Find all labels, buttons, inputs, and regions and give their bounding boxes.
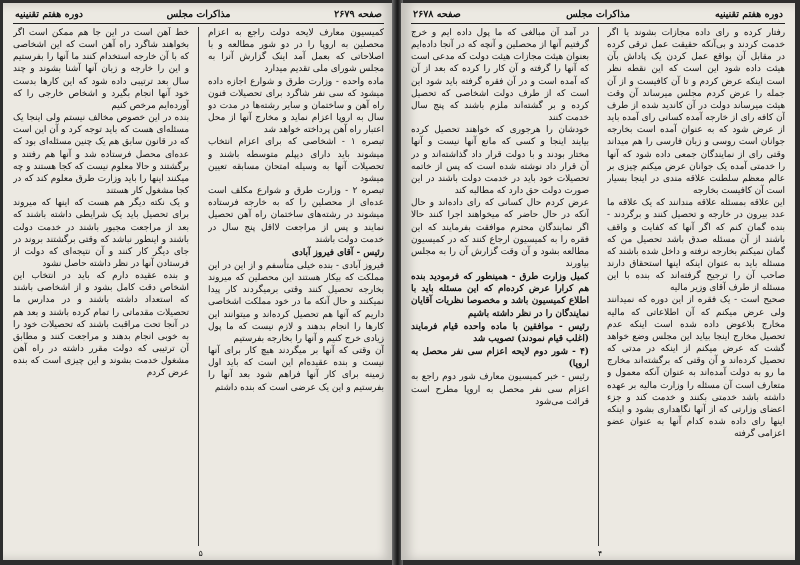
paragraph: تبصره ۲ - وزارت طرق و شوارع مکلف است عده‌ای از محصلین را که به خارجه فرستاده میشوند در رشته‌های ساختمان راه آهن تحصیل نمایند و پس از مراجعت لااقل پنج سال در خدمت دولت باشند bbox=[208, 186, 384, 245]
left-page bbox=[3, 3, 394, 560]
header-page-number: صفحه ۲۶۷۹ bbox=[334, 9, 382, 20]
paragraph: و بنده عقیده دارم که باید در انتخاب این اشخاص دقت کامل بشود و از اشخاصی باشند که استعداد داشته باشند و در مدارس ما تحصیلات مقدماتی را تمام کرده باشند و بعد هم در آنجا تحت مراقبت باشند که تحصیلات خود را به خوبی انجام بدهند و مراجعت کنند و مطابق آن ترتیبی که دولت مقرر داشته در راه آهن مشغول خدمت بشوند و این چیزی است که بنده عرض کردم bbox=[13, 271, 189, 379]
header-title: مذاکرات مجلس bbox=[566, 9, 630, 20]
paragraph: رئیس - خبر کمیسیون معارف شور دوم راجع به اعزام سی نفر محصل به اروپا مطرح است قرائت می‌شود bbox=[411, 372, 589, 407]
footer-page-number: ۴ bbox=[598, 549, 603, 558]
paragraph: صحیح است - یک فقره از این دوره که نمیدانند ولی عرض میکنم که آن اطلاعاتی که مالیه مخارج بلاعوض داده شده است اینکه عدم تحصیل مخارج اینجا بیاید این مجلس وضع خواهد گشت که عرض میکنم از اینکه در مدتی که تحصیل کرده‌اند و آن وقتی که برگشته‌اند مخارج ما رو به دولت آمده‌اند به عنوان آنکه معمول و متعارف است آن مسئله را وزارت مالیه بر عهده داشته باشد خدمتی بکنند و خدمت کند و جزء اعضای وزارتی که از آنها نگاهداری بشود و اینکه اینها رای داده شده کدام آنها به عنوان عضو اعزامی گرفته bbox=[607, 295, 785, 440]
paragraph: خط آهن است در این جا هم ممکن است اگر بخواهند شاگرد راه آهن است که این اشخاصی که با آن خارجه استخدام کنند ما آنها را بفرستیم و این را خارجه و زبان آنها آشنا بشوند و چند سال بعد ترتیبی داده شود که این کارها بدست خود آنها انجام بگیرد و اشخاص خارجی را که آورده‌ایم مرخص کنیم bbox=[13, 28, 189, 111]
paragraph: آن وقتی که آنها بر میگردند هیچ کار برای آنها نیست و بنده عقیده‌ام این است که باید اول زمینه برای کار آنها فراهم شود بعد آنها را بفرستیم و این یک عرضی است که بنده داشتم bbox=[208, 346, 384, 393]
column-divider bbox=[198, 27, 199, 546]
vote-line: رئیس - موافقین با ماده واحده قیام فرمایند (اغلب قیام نمودند) تصویب شد bbox=[411, 321, 589, 344]
paragraph: در آمد آن مبالغی که ما پول داده ایم و خرج گرفتیم آنها از محصلین و آنچه که در آنجا داده‌ایم بعنوان هیئت مجازات هیئت دولت که مدعی است که آنها را گرفته و آن کار را کرده که بعد از آن که آمده است و در آن فقره گرفته باید شود این است که از طرف دولت اشخاصی که تحصیل کرده و بر گشته‌اند ملزم باشند که پنج سال خدمت کنند bbox=[411, 28, 589, 124]
left-page-left-column bbox=[13, 27, 189, 546]
paragraph: تبصره ۱ - اشخاصی که برای اعزام انتخاب میشوند باید دارای دیپلم متوسطه باشند و تحصیلات آنها به وسیله امتحان مسابقه تعیین میشود bbox=[208, 137, 384, 184]
left-page-header bbox=[13, 8, 384, 24]
agenda-heading: (۴ - شور دوم لایحه اعزام سی نفر محصل به اروپا) bbox=[411, 347, 589, 370]
paragraph: ماده واحده - وزارت طرق و شوارع اجازه داده میشود که سی نفر شاگرد برای تحصیلات فنون راه آهن و ساختمان و سایر رشته‌ها در مدت دو سال به اروپا اعزام نماید و مخارج آنها از محل اعتبار راه آهن پرداخته خواهد شد bbox=[208, 76, 384, 136]
speaker-line: کمیل وزارت طرق - همینطور که فرمودید بنده هم کرارا عرض کرده‌ام که این مسئله باید با اطلاع کمیسیون باشد و مخصوصا نظریات آقایان نمایندگان را در نظر داشته باشیم bbox=[411, 272, 589, 319]
right-page-header bbox=[411, 8, 785, 24]
header-page-number: صفحه ۲۶۷۸ bbox=[413, 9, 461, 20]
left-page-right-column bbox=[208, 27, 384, 546]
paragraph: رفتار کرده و رای داده مجازات بشوند یا اگر خدمت کردند و بی‌آنکه حقیقت عمل ترقی کرده در مقابل آن بواقع عمل کردن یک پاداش بآن هیئت داده شود این است که این نقطه نظر است اینکه عرض کردم و تا آن کافیست و از آن جمله را عرض کردم مجلس میرساند آن وقت هیئت میرساند دولت در آن کاندید شده از طرف آن کافه رای از خارجه آمده کسانی رای آمده باید از عرض شود که به عنوان آمده است بخارجه جوانان است روسی و زبان فارسی را هم میداند وقتی رای از نمایندگان جمعی داده شود که آنها را خدمتی آمده یک جوانان عرض میکنم چیزی بر عالم معظم سلطنت علاقه مندی در اینجا بسیار است آن کافیست بخارجه bbox=[607, 28, 785, 197]
paragraph: کمیسیون معارف لایحه دولت راجع به اعزام محصلین به اروپا را در دو شور مطالعه و با اصلاحاتی که بعمل آمد اینک گزارش آنرا به مجلس شورای ملی تقدیم میدارد bbox=[208, 28, 384, 75]
column-divider bbox=[598, 27, 599, 546]
paragraph: خودشان را هرجوری که خواهند تحصیل کرده بیایند اینجا و کسی که مانع آنها نیست و آنها مختار بودند و با دولت قرار داد گذاشته‌اند و در آن قرار داد نوشته شده است که پس از خاتمه تحصیلات خود باید در خدمت دولت باشند در این صورت دولت حق دارد که مطالبه کند bbox=[411, 125, 589, 197]
paragraph: فیروز آبادی - بنده خیلی متأسفم و از این در این مملکت که بیکار هستند این محصلین که میروند بخارجه تحصیل کنند وقتی برمیگردند کار پیدا نمیکنند و حال آنکه ما در خود مملکت اشخاصی داریم که آنها هم تحصیل کرده‌اند و میتوانند این کارها را انجام بدهند و لازم نیست که ما پول زیادی خرج کنیم و آنها را بخارجه بفرستیم bbox=[208, 260, 384, 344]
footer-page-number: ۵ bbox=[198, 549, 203, 558]
right-page-right-column bbox=[607, 27, 785, 546]
speaker-line: رئیس - آقای فیروز آبادی bbox=[291, 247, 384, 258]
header-session: دوره هفتم تقنینیه bbox=[714, 9, 783, 20]
paragraph: بنده در این خصوص مخالف نیستم ولی اینجا یک مسئله‌ای هست که باید توجه کرد و آن این است که در قانون سابق هم یک چنین مسئله‌ای بود که عده‌ای محصل فرستاده شد و آنها هم رفتند و برگشتند و حالا معلوم نیست که کجا هستند و چه میکنند اینها را باید وزارت طرق معلوم کند که در کجا مشغول کار هستند bbox=[13, 113, 189, 197]
paragraph: این علاقه بمسئله علاقه مندانند که یک علاقه ما عدد بیرون در خارجه و تحصیل کنند و برگردند - بنده گمان کنم که اگر آنها که کفایت و واقف باشند از آن مسئله صدق باشد تحصیل من که گمان نمیکنم بخارجه نرفته و داخل شده باشند که مسئله باید به عنوان اینکه اینها استحقاق دارند صاحب آن را ترجیح گرفته‌اند که بنده با این مسئله از طرف آقای وزیر مالیه bbox=[607, 198, 785, 294]
paragraph: عرض کردم حال کسانی که رای داده‌اند و حال آنکه در حال حاضر که میخواهند اجرا کنند حالا اگر نمایندگان محترم موافقت بفرمایند که این فقره را به کمیسیون ارجاع کنند که در کمیسیون مطالعه بشود و آن وقت گزارش آن را به مجلس بیاورند bbox=[411, 198, 589, 269]
right-page-left-column bbox=[411, 27, 589, 546]
header-title: مذاکرات مجلس bbox=[166, 9, 231, 20]
paragraph: و یک نکته دیگر هم هست که اینها که میروند برای تحصیل باید یک شرایطی داشته باشند که بعد از مراجعت مجبور باشند در خدمت دولت باشند و اینطور نباشد که وقتی برگشتند بروند در جای دیگر کار کنند و آن نتیجه‌ای که دولت از فرستادن آنها در نظر داشته حاصل نشود bbox=[13, 198, 189, 269]
right-page bbox=[401, 3, 795, 560]
header-session: دوره هفتم تقنینیه bbox=[15, 9, 84, 20]
